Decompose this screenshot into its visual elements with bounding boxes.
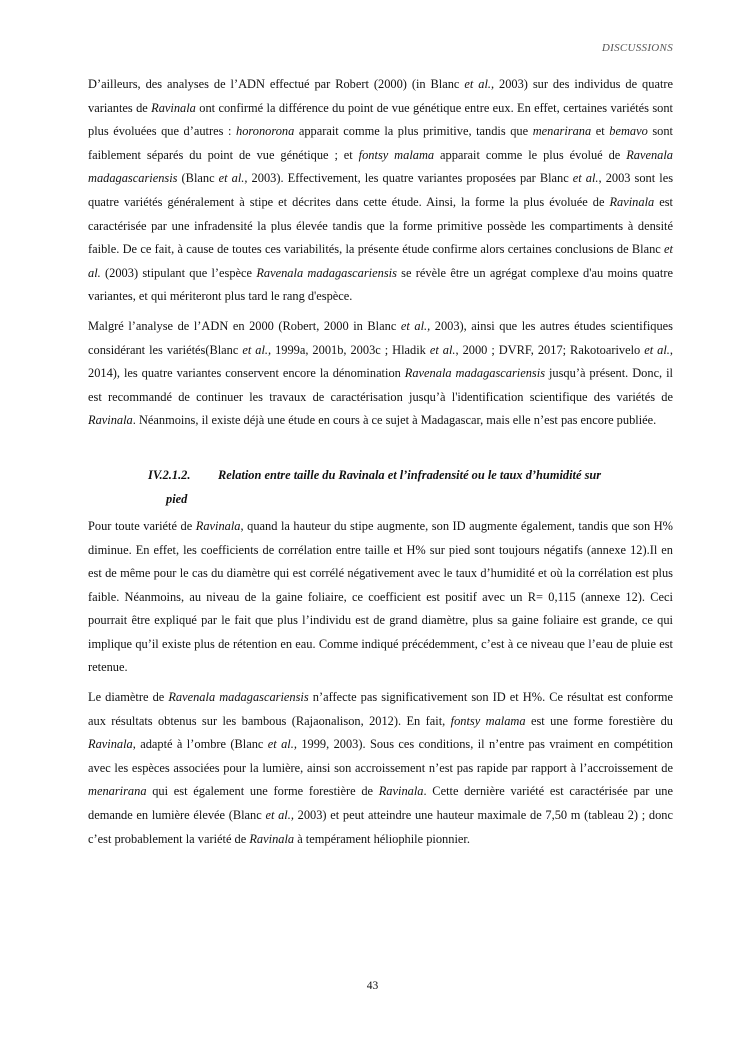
italic-term: Ravinala [88,413,133,428]
section-title-line-1: Relation entre taille du Ravinala et l’infradensité ou le taux d’humidité sur [218,467,602,482]
text-run: 2003) sur des individus de quatre variantes de [88,77,674,115]
text-run: Pour toute variété de [88,518,196,533]
section-number: IV.2.1.2. [148,467,191,482]
text-run: , 2000 ; DVRF, 2017; Rakotoarivelo [455,342,645,357]
italic-term: et al., [265,808,294,823]
italic-term: et al., [242,342,272,357]
document-body [88,73,673,857]
text-run: , 2003 sont les quatre variétés généralement à stipe et décrites dans cette étude. Ainsi, la forme la plus évoluée de [88,171,674,209]
paragraph [88,73,673,309]
running-header: DISCUSSIONS [601,42,673,54]
text-run: (Blanc [177,171,219,186]
italic-term: Ravinala [88,737,133,752]
text-run: . Cette dernière variété est caractérisée par une demande en lumière élevée (Blanc [88,784,673,823]
text-run: jusqu’à présent. Donc, il est recommandé de continuer les travaux de caractérisation jusqu’à l'identification scientifique des variétés de [88,366,673,404]
italic-term: Ravenala madagascariensis [88,147,673,186]
italic-term: Ravenala madagascariensis [168,690,309,705]
text-run: 2003). Effectivement, les quatre variantes proposées par Blanc [247,171,573,186]
italic-term: Ravinala [378,784,424,799]
text-run: . Néanmoins, il existe déjà une étude en cours à ce sujet à Madagascar, mais elle n’est pas encore publiée. [132,413,657,428]
paragraph [88,315,673,433]
text-run: Le diamètre de [88,690,169,705]
text-run: 1999, 2003). Sous ces conditions, il n’entre pas vraiment en compétition avec les espèces associées pour la lumière, ainsi son accroissement n’est pas rapide par rapport à l’accroissement de [88,737,674,775]
italic-term: et al., [464,77,495,91]
italic-term: et al. [429,342,456,357]
text-run: apparait comme le plus évolué de [434,147,627,162]
italic-term: Ravinala [609,194,655,209]
italic-term: Ravinala [249,831,295,846]
section-heading [148,463,673,511]
text-run: sont faiblement séparés du point de vue génétique ; et [88,124,674,162]
italic-term: fontsy malama [358,147,435,162]
italic-term: et al., [267,737,297,752]
italic-term: menarirana [88,784,147,799]
italic-term: et al. [572,171,599,186]
text-run: à tempérament héliophile pionnier. [294,831,470,846]
text-run: ont confirmé la différence du point de vue génétique entre eux. En effet, certaines variétés sont plus évoluées que d’autres : [88,100,673,139]
text-run: 1999a, 2001b, 2003c ; Hladik [271,342,430,357]
text-run: 2003) et peut atteindre une hauteur maximale de 7,50 m (tableau 2) ; donc c’est probablement la variété de [88,808,673,846]
text-run: Malgré l’analyse de l’ADN en 2000 (Robert, 2000 in Blanc [88,318,401,333]
page-number: 43 [366,980,379,992]
italic-term: Ravenala madagascariensis [256,265,397,280]
text-run: est caractérisée par une infradensité la plus élevée tandis que la forme primitive possède les compartiments à densité faible. De ce fait, à cause de toutes ces variabilités, la présente étude confirme alors certaines conclusions de Blanc [88,194,673,257]
italic-term: Ravenala madagascariensis [404,366,546,381]
italic-term: Ravinala [151,100,196,115]
section-title-line-2: pied [166,491,188,506]
italic-term: horonorona [236,124,295,139]
italic-term: et al. [644,342,670,357]
text-run: (2003) stipulant que l’espèce [100,265,257,280]
italic-term: menarirana [532,124,592,139]
text-run: , 2014), les quatre variantes conservent encore la dénomination [88,342,673,381]
italic-term: et al., [400,318,431,333]
italic-term: et al. [88,242,673,280]
italic-term: et al., [218,171,248,186]
paragraph [88,686,673,851]
text-run: et [591,124,610,139]
text-run: est une forme forestière du [525,713,673,728]
italic-term: fontsy malama [450,713,526,728]
italic-term: bemavo [609,124,648,139]
text-run: , quand la hauteur du stipe augmente, son ID augmente également, tandis que son H% diminue. En effet, les coefficients de corrélation entre taille et H% sur pied sont toujours négatifs (annexe 12).Il en est de même pour le cas du diamètre qui est corrélé négativement avec le taux d’humidité et où la corrélation est plus faible. Néanmoins, au niveau de la gaine foliaire, ce coefficient est positif avec un R= 0,115 (annexe 12). Ceci pourrait être expliqué par le fait que plus l’individu est de grand diamètre, plus sa gaine foliaire est grande, ce qui implique qu’il existe plus de rétention en eau. Comme indiqué précédemment, c’est à ce niveau que l’eau de pluie est retenue. [88,518,674,675]
text-run: se révèle être un agrégat complexe d'au moins quatre variantes, et qui mériteront plus tard le rang d'espèce. [88,265,673,304]
text-run: n’affecte pas significativement son ID et H%. Ce résultat est conforme aux résultats obtenus sur les bambous (Rajaonalison, 2012). En fait, [88,690,673,728]
text-run: qui est également une forme forestière de [146,784,379,799]
text-run: 2003), ainsi que les autres études scientifiques considérant les variétés(Blanc [88,318,673,357]
text-run: , adapté à l’ombre (Blanc [132,737,268,752]
text-run: apparait comme la plus primitive, tandis que [294,124,533,139]
italic-term: Ravinala [195,518,241,533]
text-run: D’ailleurs, des analyses de l’ADN effectué par Robert (2000) (in Blanc [88,77,465,91]
paragraph [88,515,673,680]
